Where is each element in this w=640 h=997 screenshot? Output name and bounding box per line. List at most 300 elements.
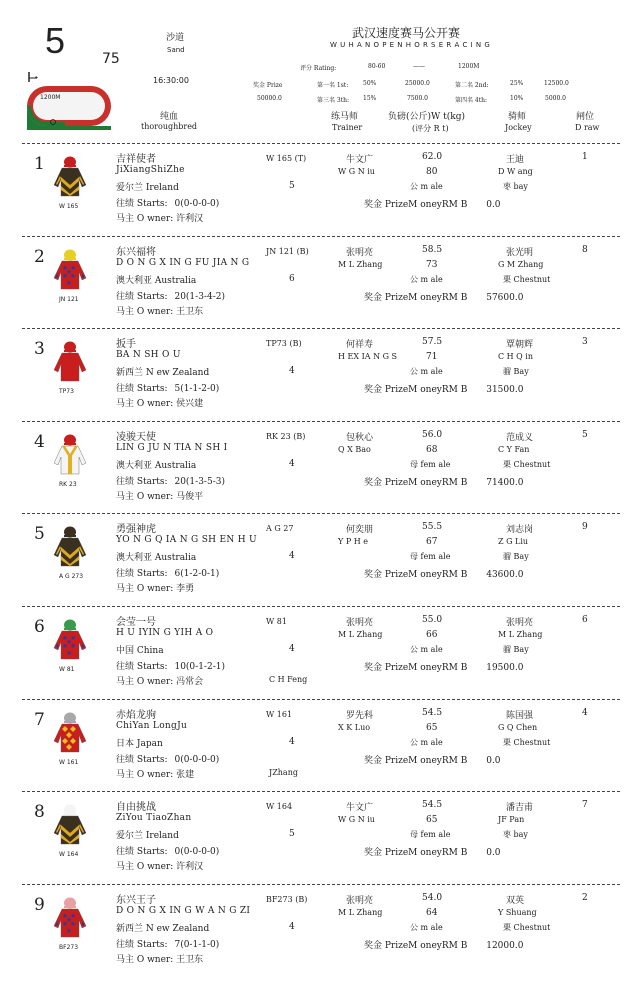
starts-line	[116, 474, 225, 487]
horse-name-cn: 扳手	[116, 339, 136, 351]
breed-en: thoroughbred	[141, 122, 198, 131]
place-4-amount: 5000.0	[545, 95, 566, 102]
owner-name: 王卫东	[176, 306, 204, 317]
race-time: 16:30:00	[153, 76, 189, 85]
horse-name-en: H U IYIN G YIH A O	[116, 628, 214, 638]
horse-name-cn: 赤焰龙驹	[116, 709, 156, 721]
jockey-silk-icon	[53, 340, 87, 382]
entry-divider	[22, 699, 620, 700]
starts-label: 往绩 Starts:	[116, 939, 168, 950]
horse-code: A G 27	[266, 524, 294, 534]
horse-name-cn: 自由挑战	[116, 802, 156, 814]
horse-name-en: YO N G Q IA N G SH EN H U	[116, 535, 257, 546]
draw-number: 1	[582, 152, 588, 162]
horse-code: W 161	[266, 709, 293, 719]
prize-amount: 0.0	[486, 200, 501, 210]
place-2-pct: 25%	[510, 80, 524, 87]
horse-name-en: ChiYan LongJu	[116, 720, 188, 731]
horse-age: 5	[289, 181, 295, 191]
silk-code: BF273	[59, 943, 79, 951]
runner-entry-9[interactable]	[22, 884, 620, 976]
breed-cn: 纯血	[160, 112, 179, 122]
jockey-silk-icon	[53, 248, 87, 290]
owner-name: 冯常会	[176, 677, 204, 687]
runner-entry-4[interactable]	[22, 421, 620, 513]
horse-origin: 新西兰 N ew Zealand	[116, 923, 210, 934]
surface-cn: 沙道	[166, 33, 185, 43]
runner-entry-7[interactable]	[22, 699, 620, 791]
svg-text:★: ★	[65, 278, 73, 287]
owner-label: 马主 O wner:	[116, 491, 174, 502]
trainer-cn: 何奕朋	[346, 525, 374, 536]
rating: 64	[426, 907, 438, 918]
place-1-pct: 50%	[363, 80, 377, 87]
draw-number: 5	[582, 429, 588, 440]
weight: 62.0	[422, 152, 443, 162]
svg-text:★: ★	[54, 272, 60, 280]
trainer-en: Y P H e	[338, 537, 369, 547]
owner-label: 马主 O wner:	[116, 399, 174, 410]
prize-amount: 19500.0	[486, 663, 524, 673]
svg-text:★: ★	[54, 920, 60, 928]
horse-sex: 公 m ale	[410, 922, 443, 932]
horse-age: 5	[289, 829, 295, 840]
entry-divider	[22, 791, 620, 792]
starts-record: 20(1-3-4-2)	[174, 291, 225, 302]
jockey-en: Y Shuang	[498, 907, 537, 917]
jockey-silk-icon	[53, 525, 87, 567]
prize-label: 奖金 Prize	[253, 82, 283, 89]
jockey-cn: 张明亮	[506, 618, 534, 628]
horse-color: 栗 Chestnut	[503, 274, 551, 284]
horse-color: 栗 Chestnut	[503, 459, 551, 469]
rating: 71	[426, 352, 438, 363]
svg-text:★: ★	[69, 263, 77, 272]
owner-label: 马主 O wner:	[116, 306, 174, 317]
owner-name: 许利汉	[176, 862, 204, 873]
rating: 80	[426, 167, 438, 177]
horse-name-cn: 吉祥使者	[116, 154, 156, 165]
prize-label: 奖金 PrizeM oneyRM B	[364, 385, 468, 396]
runner-entry-8[interactable]	[22, 791, 620, 883]
jockey-en: JF Pan	[498, 815, 525, 825]
runner-number: 3	[34, 339, 45, 360]
starts-line	[116, 659, 225, 672]
owner-name: 张建	[176, 769, 195, 780]
svg-text:★: ★	[54, 643, 60, 650]
owner-line	[116, 396, 203, 409]
owner-label: 马主 O wner:	[116, 677, 174, 687]
svg-text:★: ★	[61, 919, 69, 928]
place-3-amount: 7500.0	[407, 95, 428, 102]
owner-label: 马主 O wner:	[116, 584, 174, 595]
silk-code: W 161	[59, 758, 79, 766]
col-jockey-en: Jockey	[505, 123, 532, 132]
place-2-label: 第二名 2nd:	[455, 82, 489, 89]
jockey-silk-icon	[53, 618, 87, 660]
horse-name-cn: 东兴福将	[116, 246, 156, 258]
runner-entry-6[interactable]	[22, 606, 620, 698]
svg-text:★: ★	[69, 634, 77, 642]
svg-text:★: ★	[65, 267, 73, 276]
jockey-cn: 陈国强	[506, 710, 534, 721]
horse-origin: 日本 Japan	[116, 738, 163, 749]
starts-line	[116, 196, 219, 209]
col-jockey-cn: 骑师	[508, 112, 527, 122]
weight: 58.5	[422, 244, 443, 255]
prize-label: 奖金 PrizeM oneyRM B	[364, 292, 468, 303]
silk-code: TP73	[59, 388, 74, 396]
entry-divider	[22, 513, 620, 514]
starts-label: 往绩 Starts:	[116, 662, 168, 672]
draw-number: 3	[582, 337, 588, 348]
jockey-cn: 范成义	[506, 432, 534, 443]
svg-text:★: ★	[61, 911, 69, 920]
horse-sex: 公 m ale	[410, 274, 443, 284]
starts-label: 往绩 Starts:	[116, 384, 168, 395]
svg-text:★: ★	[65, 915, 73, 924]
horse-origin: 爱尔兰 Ireland	[116, 183, 179, 193]
horse-name-en: D O N G X IN G FU JIA N G	[116, 257, 250, 268]
horse-name-en: JiXiangShiZhe	[116, 165, 185, 175]
prize-line	[364, 753, 501, 766]
horse-color: 骝 Bay	[503, 645, 529, 654]
runner-number: 7	[34, 709, 45, 730]
horse-sex: 母 fem ale	[410, 830, 451, 840]
horse-name-cn: 勇强神虎	[116, 524, 156, 536]
horse-age: 4	[289, 366, 295, 377]
starts-record: 0(0-0-0-0)	[174, 847, 220, 858]
horse-age: 4	[289, 644, 295, 654]
title-cn: 武汉速度赛马公开赛	[352, 26, 461, 40]
starts-label: 往绩 Starts:	[116, 847, 168, 858]
runner-entry-1[interactable]	[22, 143, 620, 235]
weight: 54.5	[422, 707, 443, 718]
runner-entry-2[interactable]	[22, 236, 620, 328]
horse-name-en: D O N G X IN G W A N G ZI	[116, 905, 251, 916]
svg-text:★: ★	[61, 642, 69, 650]
horse-origin: 澳大利亚 Australia	[116, 460, 197, 471]
trainer-cn: 何祥寿	[346, 340, 374, 351]
starts-record: 10(0-1-2-1)	[174, 662, 225, 672]
rating: 66	[426, 630, 438, 640]
horse-color: 栗 Chestnut	[503, 737, 551, 747]
starts-record: 0(0-0-0-0)	[174, 199, 220, 209]
prize-line	[364, 197, 501, 210]
horse-sex: 公 m ale	[410, 645, 443, 654]
svg-text:★: ★	[80, 272, 86, 280]
prize-line	[364, 475, 523, 488]
horse-code: RK 23 (B)	[266, 431, 306, 441]
starts-line	[116, 937, 219, 950]
distance-code: 75	[102, 51, 120, 67]
starts-label: 往绩 Starts:	[116, 291, 168, 302]
entry-divider	[22, 884, 620, 885]
col-trainer-en: Trainer	[332, 123, 363, 132]
race-number: 5	[45, 20, 66, 61]
horse-origin: 新西兰 N ew Zealand	[116, 368, 210, 379]
draw-number: 4	[582, 707, 588, 718]
jockey-silk-icon	[53, 803, 87, 845]
starts-record: 7(0-1-1-0)	[174, 939, 220, 950]
trainer-en: M L Zhang	[338, 630, 383, 639]
trainer-cn: 罗先科	[346, 710, 374, 721]
owner-line	[116, 674, 203, 687]
runner-number: 9	[34, 894, 45, 915]
col-draw-en: D raw	[575, 123, 600, 132]
runner-number: 5	[34, 524, 45, 545]
owner-line	[116, 581, 194, 594]
prize-label: 奖金 PrizeM oneyRM B	[364, 755, 468, 766]
silk-code: A G 273	[59, 573, 84, 581]
horse-sex: 公 m ale	[410, 367, 443, 377]
entry-divider	[22, 606, 620, 607]
trainer-en: X K Luo	[338, 722, 371, 732]
svg-text:★: ★	[61, 263, 69, 272]
place-3-pct: 15%	[363, 95, 377, 102]
jockey-cn: 张光明	[506, 247, 534, 258]
col-trainer-cn: 练马师	[331, 112, 359, 122]
entry-divider	[22, 328, 620, 329]
runner-number: 6	[34, 617, 45, 637]
svg-text:★: ★	[61, 271, 69, 280]
owner-label: 马主 O wner:	[116, 862, 174, 873]
jockey-en: C Y Fan	[498, 444, 530, 454]
owner-name: 马俊平	[176, 491, 204, 502]
trainer-cn: 牛文广	[346, 803, 374, 814]
place-1-amount: 25000.0	[405, 80, 430, 87]
owner-name: 许利汉	[176, 214, 204, 224]
horse-origin: 澳大利亚 Australia	[116, 275, 197, 286]
trainer-cn: 张明亮	[346, 895, 374, 906]
prize-line	[364, 938, 523, 951]
starts-record: 6(1-2-0-1)	[174, 569, 220, 580]
horse-code: W 81	[266, 617, 287, 626]
weight: 55.5	[422, 522, 443, 533]
trainer-en: M L Zhang	[338, 907, 383, 917]
prize-amount: 43600.0	[486, 570, 524, 581]
owner-label: 马主 O wner:	[116, 214, 174, 224]
trainer-en: W G N iu	[338, 815, 375, 825]
prize-line	[364, 660, 523, 673]
starts-record: 5(1-1-2-0)	[174, 384, 220, 395]
prize-amount: 0.0	[486, 848, 501, 859]
horse-age: 6	[289, 273, 295, 284]
svg-text:★: ★	[69, 642, 77, 650]
jockey-silk-icon	[53, 433, 87, 475]
horse-origin: 爱尔兰 Ireland	[116, 831, 179, 842]
jockey-en: Z G Liu	[498, 537, 529, 547]
prize-amount: 57600.0	[486, 292, 524, 303]
prize-line	[364, 382, 523, 395]
runner-entry-3[interactable]	[22, 328, 620, 420]
extra-note: C H Feng	[269, 675, 308, 684]
owner-line	[116, 489, 203, 502]
place-3-label: 第三名 3th:	[317, 97, 350, 104]
runner-number: 1	[34, 154, 45, 174]
starts-label: 往绩 Starts:	[116, 569, 168, 580]
trainer-cn: 包秋心	[346, 432, 374, 443]
starts-label: 往绩 Starts:	[116, 754, 168, 765]
place-2-amount: 12500.0	[544, 80, 569, 87]
trainer-cn: 牛文广	[346, 155, 374, 165]
starts-record: 0(0-0-0-0)	[174, 754, 220, 765]
horse-name-cn: 凌骏天使	[116, 431, 156, 443]
runner-entry-5[interactable]	[22, 513, 620, 605]
horse-code: JN 121 (B)	[266, 246, 309, 256]
jockey-en: G M Zhang	[498, 259, 544, 269]
place-1-label: 第一名 1st:	[317, 82, 349, 89]
rating: 73	[426, 259, 438, 270]
prize-label: 奖金 PrizeM oneyRM B	[364, 200, 468, 210]
owner-label: 马主 O wner:	[116, 769, 174, 780]
starts-line	[116, 752, 219, 765]
trainer-en: W G N iu	[338, 167, 375, 176]
horse-code: TP73 (B)	[266, 339, 302, 349]
prize-label: 奖金 PrizeM oneyRM B	[364, 663, 468, 673]
jockey-silk-icon	[53, 711, 87, 753]
jockey-silk-icon	[53, 155, 87, 197]
prize-label: 奖金 PrizeM oneyRM B	[364, 477, 468, 488]
weight: 57.5	[422, 337, 443, 348]
horse-color: 栗 Chestnut	[503, 922, 551, 932]
jockey-silk-icon	[53, 896, 87, 938]
col-draw-cn: 闸位	[576, 112, 595, 122]
jockey-cn: 刘志岗	[506, 525, 534, 536]
starts-line	[116, 289, 225, 302]
draw-number: 6	[582, 615, 588, 625]
trainer-en: M L Zhang	[338, 259, 383, 269]
prize-label: 奖金 PrizeM oneyRM B	[364, 848, 468, 859]
runner-number: 2	[34, 246, 45, 267]
prize-line	[364, 290, 523, 303]
prize-amount: 71400.0	[486, 477, 524, 488]
draw-number: 7	[582, 800, 588, 811]
owner-line	[116, 952, 203, 965]
prize-total: 50000.0	[257, 95, 282, 102]
starts-record: 20(1-3-5-3)	[174, 476, 225, 487]
entry-divider	[22, 421, 620, 422]
svg-text:★: ★	[80, 643, 86, 650]
runner-number: 8	[34, 802, 45, 823]
owner-label: 马主 O wner:	[116, 954, 174, 965]
horse-code: W 165 (T)	[266, 154, 307, 163]
horse-age: 4	[289, 921, 295, 932]
rating-dash: ——	[413, 63, 425, 70]
horse-origin: 中国 China	[116, 646, 164, 656]
owner-line	[116, 859, 203, 872]
entry-divider	[22, 236, 620, 237]
jockey-en: M L Zhang	[498, 630, 543, 639]
horse-sex: 母 fem ale	[410, 459, 451, 469]
weight: 54.0	[422, 892, 443, 903]
col-weight-cn: 负磅(公斤)W t(kg)	[388, 112, 465, 122]
prize-label: 奖金 PrizeM oneyRM B	[364, 940, 468, 951]
weight: 55.0	[422, 615, 443, 625]
prize-label: 奖金 PrizeM oneyRM B	[364, 570, 468, 581]
starts-label: 往绩 Starts:	[116, 476, 168, 487]
owner-line	[116, 304, 203, 317]
horse-age: 4	[289, 736, 295, 747]
rating: 67	[426, 537, 438, 548]
horse-sex: 母 fem ale	[410, 552, 451, 562]
horse-code: W 164	[266, 802, 293, 812]
horse-name-en: ZiYou TiaoZhan	[116, 813, 192, 824]
jockey-en: D W ang	[498, 167, 533, 176]
rating: 65	[426, 815, 438, 826]
prize-line	[364, 567, 523, 580]
silk-code: JN 121	[59, 295, 79, 303]
rating-label: 评分 Rating:	[300, 65, 337, 72]
horse-age: 4	[289, 551, 295, 562]
jockey-cn: 覃朝辉	[506, 340, 534, 351]
owner-line	[116, 767, 194, 780]
draw-number: 2	[582, 892, 588, 903]
jockey-cn: 双英	[506, 895, 525, 906]
svg-text:★: ★	[65, 638, 73, 646]
title-en: W U H A N O P E N H O R S E R A C I N G	[330, 41, 491, 49]
track-oval-icon	[25, 72, 117, 138]
svg-text:★: ★	[69, 271, 77, 280]
horse-sex: 公 m ale	[410, 737, 443, 747]
prize-line	[364, 845, 501, 858]
prize-amount: 12000.0	[486, 940, 524, 951]
rating: 65	[426, 722, 438, 733]
silk-code: W 81	[59, 666, 75, 673]
svg-text:★: ★	[80, 920, 86, 928]
horse-code: BF273 (B)	[266, 894, 308, 904]
jockey-cn: 潘吉甫	[506, 803, 534, 814]
track-label: 1200M	[40, 94, 61, 101]
starts-line	[116, 381, 219, 394]
jockey-cn: 王迪	[506, 155, 525, 165]
horse-color: 枣 bay	[503, 830, 528, 840]
horse-name-en: LIN G JU N TIA N SH I	[116, 442, 228, 453]
svg-text:★: ★	[65, 926, 73, 935]
silk-code: W 165	[59, 203, 79, 210]
starts-label: 往绩 Starts:	[116, 199, 168, 209]
entry-divider	[22, 143, 620, 144]
draw-number: 9	[582, 522, 588, 533]
horse-color: 骝 Bay	[503, 367, 529, 377]
horse-origin: 澳大利亚 Australia	[116, 553, 197, 564]
place-4-pct: 10%	[510, 95, 524, 102]
rating-value: 80-60	[368, 63, 386, 70]
svg-text:★: ★	[69, 911, 77, 920]
trainer-en: Q X Bao	[338, 444, 371, 454]
horse-color: 枣 bay	[503, 182, 528, 191]
owner-name: 侯兴建	[176, 399, 204, 410]
trainer-cn: 张明亮	[346, 247, 374, 258]
starts-line	[116, 566, 219, 579]
prize-amount: 0.0	[486, 755, 501, 766]
owner-name: 王卫东	[176, 954, 204, 965]
jockey-en: C H Q in	[498, 352, 533, 362]
horse-name-cn: 会莹一号	[116, 617, 156, 628]
rating: 68	[426, 444, 438, 455]
svg-text:★: ★	[61, 634, 69, 642]
horse-age: 4	[289, 458, 295, 469]
horse-sex: 公 m ale	[410, 182, 443, 191]
draw-number: 8	[582, 244, 588, 255]
horse-name-en: BA N SH O U	[116, 350, 181, 361]
jockey-en: G Q Chen	[498, 722, 538, 732]
trainer-cn: 张明亮	[346, 618, 374, 628]
starts-line	[116, 844, 219, 857]
runner-number: 4	[34, 431, 45, 452]
owner-line	[116, 211, 203, 224]
weight: 54.5	[422, 800, 443, 811]
